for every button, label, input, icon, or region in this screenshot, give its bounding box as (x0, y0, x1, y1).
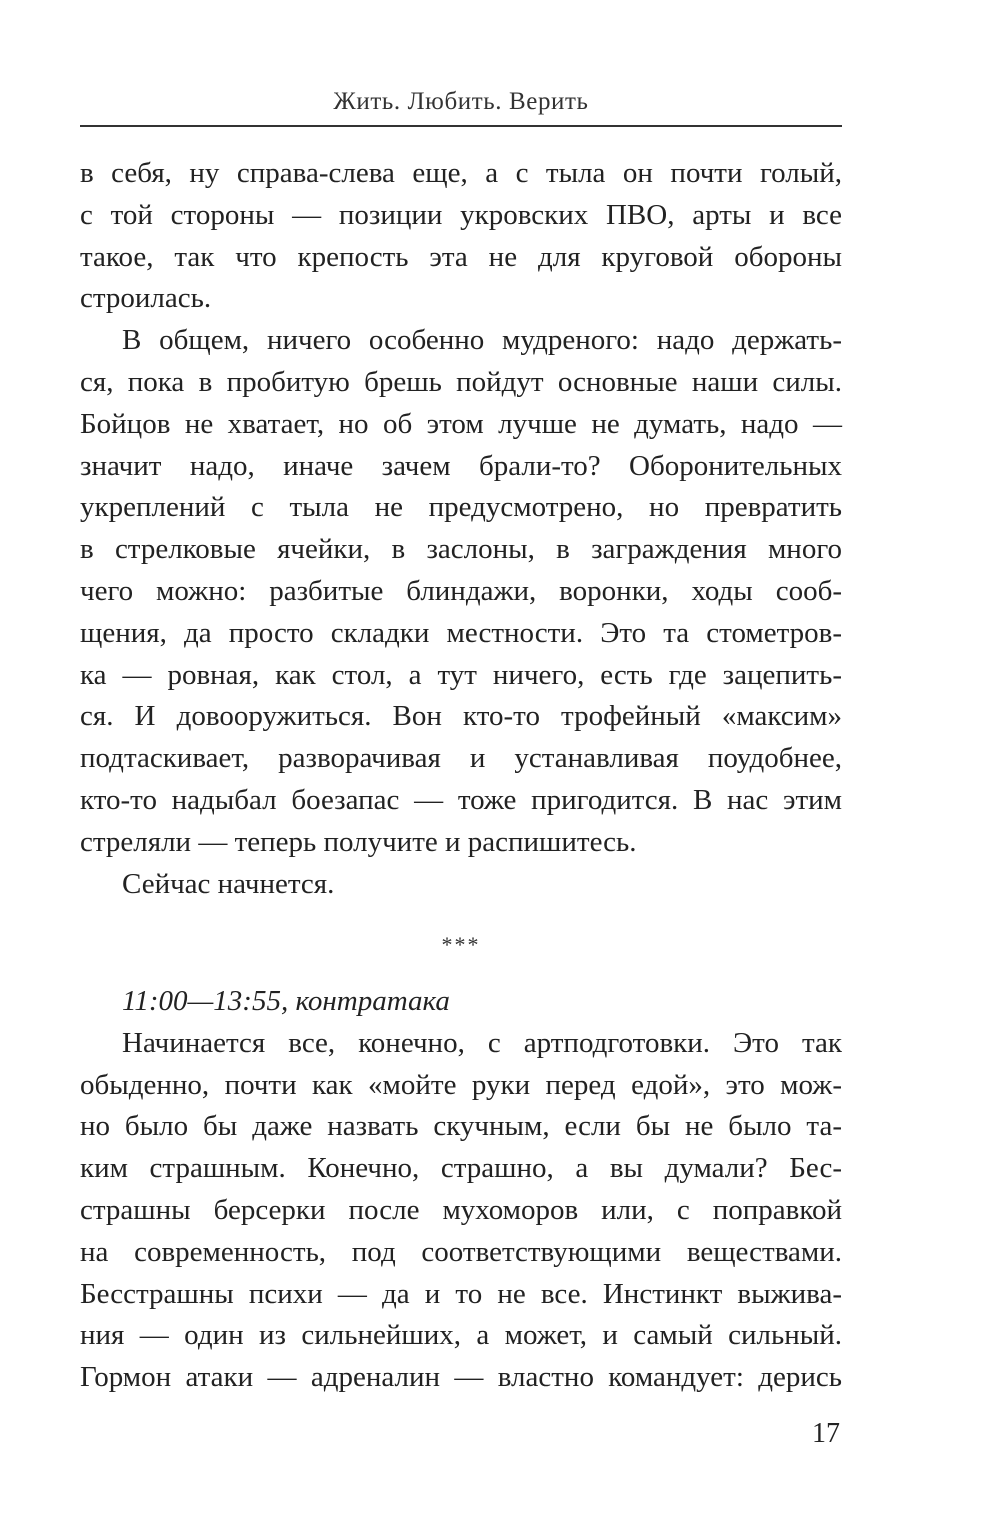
page-number: 17 (812, 1418, 840, 1449)
text-block-1 (80, 153, 842, 905)
text-line: значит надо, иначе зачем брали-то? Оборонительных (80, 449, 842, 482)
text-line: страшны берсерки после мухоморов или, с поправкой (80, 1193, 842, 1226)
section-heading: 11:00—13:55, контратака (122, 985, 450, 1017)
text-line: кто-то надыбал боезапас — тоже пригодится. В нас этим (80, 783, 842, 816)
text-line: в стрелковые ячейки, в заслоны, в заграждения много (80, 533, 842, 566)
text-line: подтаскивает, разворачивая и устанавливая поудобнее, (80, 742, 842, 775)
text-line: в себя, ну справа-слева еще, а с тыла он почти голый, (80, 157, 842, 189)
text-line: с той стороны — позиции укровских ПВО, арты и все (80, 198, 842, 231)
text-line: ся, пока в пробитую брешь пойдут основные наши силы. (80, 365, 842, 398)
text-line: строилась. (80, 282, 212, 315)
text-block-2 (80, 981, 842, 1399)
text-line: укреплений с тыла не предусмотрено, но превратить (80, 491, 842, 524)
text-line: Бесстрашны психи — да и то не все. Инстинкт выжива- (80, 1277, 842, 1310)
text-line: щения, да просто складки местности. Это та стометров- (80, 616, 842, 649)
text-line: на современность, под соответствующими веществами. (80, 1235, 842, 1268)
text-line: ся. И довооружиться. Вон кто-то трофейный «максим» (80, 700, 842, 733)
text-line: но было бы даже назвать скучным, если бы не было та- (80, 1110, 842, 1143)
header-rule (80, 125, 842, 127)
text-line: чего можно: разбитые блиндажи, воронки, ходы сооб- (80, 574, 842, 607)
text-line: ким страшным. Конечно, страшно, а вы думали? Бес- (80, 1152, 842, 1185)
text-line: обыденно, почти как «мойте руки перед едой», это мож- (80, 1068, 842, 1101)
text-line: стреляли — теперь получите и распишитесь. (80, 825, 637, 858)
text-line: В общем, ничего особенно мудреного: надо держать- (122, 324, 842, 357)
text-line: Начинается все, конечно, с артподготовки. Это так (122, 1026, 842, 1059)
section-separator: *** (441, 932, 481, 957)
text-line: Бойцов не хватает, но об этом лучше не думать, надо — (80, 407, 842, 440)
text-line: Сейчас начнется. (122, 867, 335, 900)
running-head: Жить. Любить. Верить (333, 88, 589, 115)
text-line: такое, так что крепость эта не для круговой обороны (80, 240, 842, 273)
text-line: ка — ровная, как стол, а тут ничего, есть где зацепить- (80, 658, 842, 691)
text-line: Гормон атаки — адреналин — властно командует: дерись (80, 1361, 842, 1394)
text-line: ния — один из сильнейших, а может, и самый сильный. (80, 1319, 842, 1352)
